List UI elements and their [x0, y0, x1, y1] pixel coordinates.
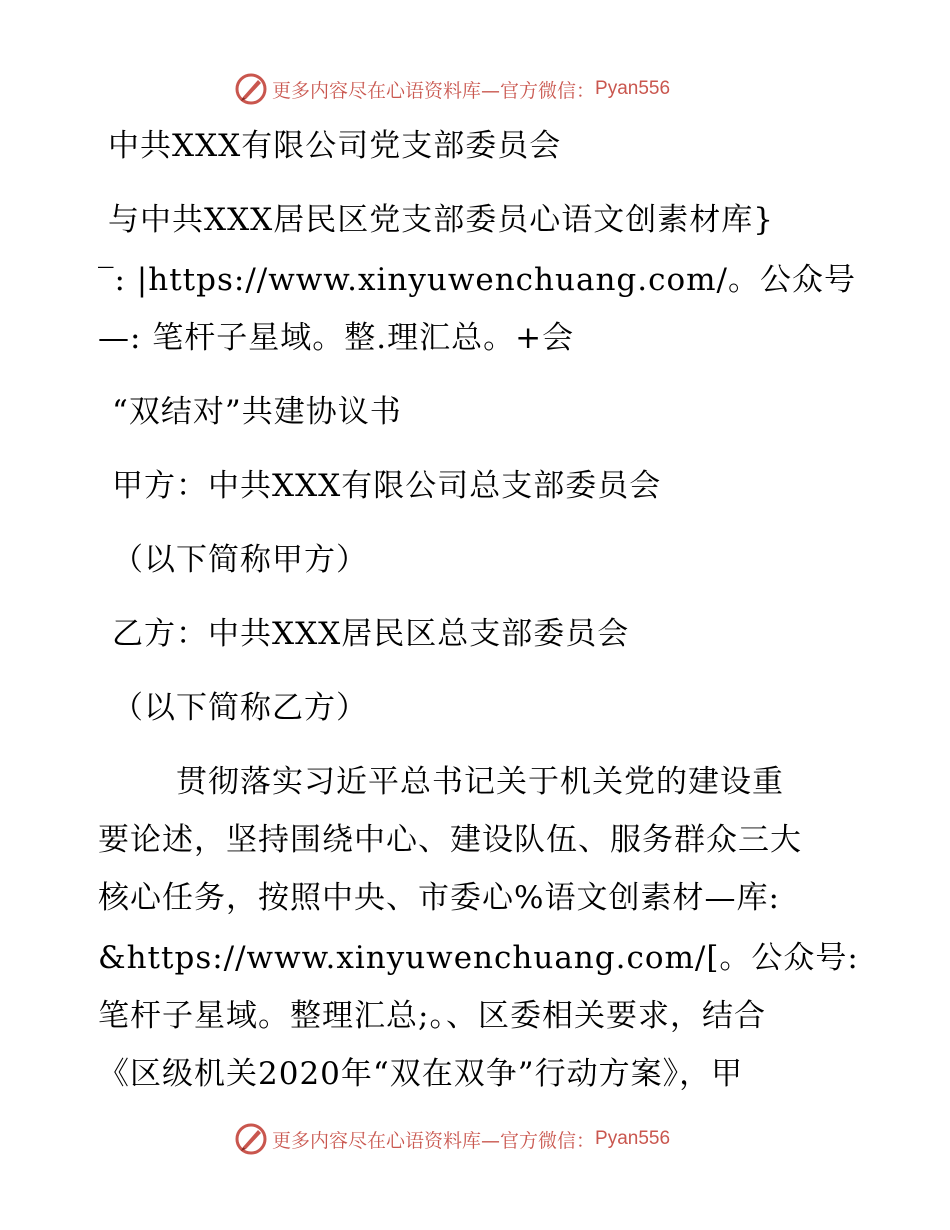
doc-line-party-a-short: （以下简称甲方）	[112, 542, 368, 578]
doc-line-party-a: 甲方：中共XXX有限公司总支部委员会	[112, 468, 662, 504]
doc-line-source-account: —: 笔杆子星域。整.理汇总。+会	[98, 320, 575, 356]
watermark-text: 更多内容尽在心语资料库—官方微信：	[272, 1129, 596, 1152]
header-watermark	[234, 72, 670, 106]
doc-line-paragraph-5: 笔杆子星域。整理汇总;。、区委相关要求，结合	[98, 998, 766, 1034]
doc-line-paragraph-4: &https://www.xinyuwenchuang.com/[。公众号:	[98, 940, 859, 976]
quill-logo-icon	[234, 72, 268, 106]
doc-line-party-b: 乙方：中共XXX居民区总支部委员会	[112, 616, 630, 652]
doc-line-paragraph-1: 贯彻落实习近平总书记关于机关党的建设重	[176, 764, 784, 800]
doc-line-title-2: 与中共XXX居民区党支部委员心语文创素材库}	[108, 202, 774, 238]
doc-line-paragraph-6: 《区级机关2020年“双在双争”行动方案》，甲	[98, 1056, 744, 1092]
quill-logo-icon	[234, 1122, 268, 1156]
doc-line-paragraph-2: 要论述，坚持围绕中心、建设队伍、服务群众三大	[98, 822, 802, 858]
doc-line-paragraph-3: 核心任务，按照中央、市委心%语文创素材—库:	[98, 880, 780, 916]
watermark-text: 更多内容尽在心语资料库—官方微信：	[272, 79, 596, 102]
doc-line-agreement-title: “双结对”共建协议书	[112, 394, 402, 430]
watermark-wechat-id: Pyan556	[595, 1128, 671, 1149]
doc-line-source-url: ‾: |https://www.xinyuwenchuang.com/。公众号	[98, 262, 856, 298]
watermark-wechat-id: Pyan556	[595, 78, 671, 99]
footer-watermark	[234, 1122, 670, 1156]
doc-line-party-b-short: （以下简称乙方）	[112, 690, 368, 726]
doc-line-title-1: 中共XXX有限公司党支部委员会	[108, 128, 562, 164]
